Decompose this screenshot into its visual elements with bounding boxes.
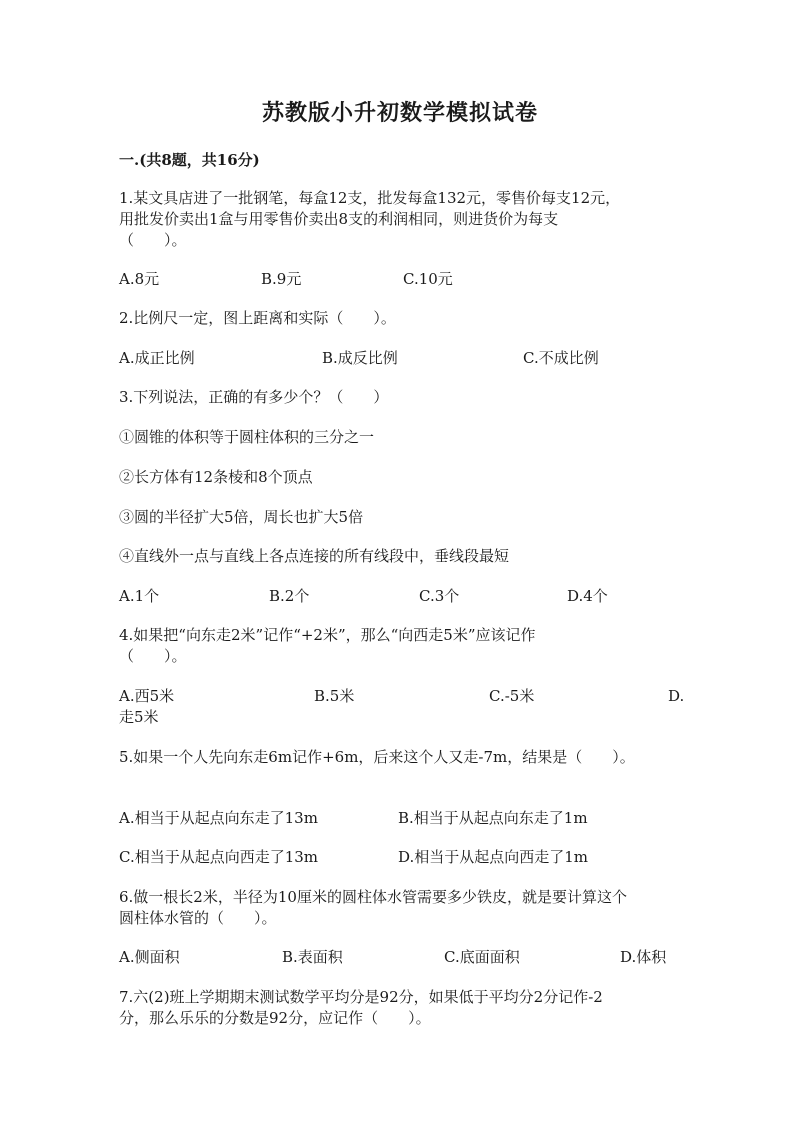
question-4-option-d: D. [668, 687, 685, 705]
question-1-option-a: A.8元 [119, 270, 160, 288]
question-6-option-d: D.体积 [620, 948, 667, 966]
question-3-statement-4: ④直线外一点与直线上各点连接的所有线段中，垂线段最短 [119, 547, 510, 565]
question-4-option-b: B.5米 [314, 687, 355, 705]
question-2-option-a: A.成正比例 [119, 349, 195, 367]
question-4-option-c: C.-5米 [489, 687, 535, 705]
question-3-statement-1: ①圆锥的体积等于圆柱体积的三分之一 [119, 428, 375, 446]
question-3-line-1: 3.下列说法，正确的有多少个？（ ） [119, 388, 389, 406]
question-4-line-1: 4.如果把“向东走2米”记作“+2米”，那么“向西走5米”应该记作 [119, 626, 536, 644]
question-3-option-c: C.3个 [419, 587, 460, 605]
question-5-option-b: B.相当于从起点向东走了1m [398, 809, 588, 827]
section-heading: 一.(共8题，共16分) [119, 151, 260, 169]
question-4-option-d-continued: 走5米 [119, 708, 159, 726]
question-4-line-2: （ ）。 [119, 647, 187, 665]
page-title: 苏教版小升初数学模拟试卷 [261, 100, 538, 126]
question-6-line-2: 圆柱体水管的（ ）。 [119, 909, 277, 927]
question-5-line-1: 5.如果一个人先向东走6m记作+6m，后来这个人又走-7m，结果是（ ）。 [119, 748, 635, 766]
question-5-option-a: A.相当于从起点向东走了13m [119, 809, 318, 827]
question-7-line-2: 分，那么乐乐的分数是92分，应记作（ ）。 [119, 1009, 431, 1027]
question-3-option-a: A.1个 [119, 587, 160, 605]
question-1-line-1: 1.某文具店进了一批钢笔，每盒12支，批发每盒132元，零售价每支12元， [119, 189, 621, 207]
question-6-option-b: B.表面积 [282, 948, 343, 966]
question-4-option-a: A.西5米 [119, 687, 175, 705]
question-1-option-b: B.9元 [261, 270, 302, 288]
question-6-option-c: C.底面面积 [444, 948, 520, 966]
question-1-line-3: （ ）。 [119, 231, 187, 249]
question-3-statement-2: ②长方体有12条棱和8个顶点 [119, 468, 313, 486]
question-2-line-1: 2.比例尺一定，图上距离和实际（ ）。 [119, 309, 396, 327]
question-6-option-a: A.侧面积 [119, 948, 180, 966]
question-7-line-1: 7.六(2)班上学期期末测试数学平均分是92分，如果低于平均分2分记作-2 [119, 988, 603, 1006]
question-3-statement-3: ③圆的半径扩大5倍，周长也扩大5倍 [119, 508, 364, 526]
question-2-option-c: C.不成比例 [523, 349, 599, 367]
question-3-option-d: D.4个 [567, 587, 608, 605]
question-1-option-c: C.10元 [403, 270, 453, 288]
question-5-option-c: C.相当于从起点向西走了13m [119, 848, 319, 866]
question-1-line-2: 用批发价卖出1盒与用零售价卖出8支的利润相同，则进货价为每支 [119, 210, 559, 228]
question-2-option-b: B.成反比例 [322, 349, 398, 367]
question-5-option-d: D.相当于从起点向西走了1m [398, 848, 589, 866]
question-3-option-b: B.2个 [269, 587, 310, 605]
question-6-line-1: 6.做一根长2米，半径为10厘米的圆柱体水管需要多少铁皮，就是要计算这个 [119, 888, 627, 906]
